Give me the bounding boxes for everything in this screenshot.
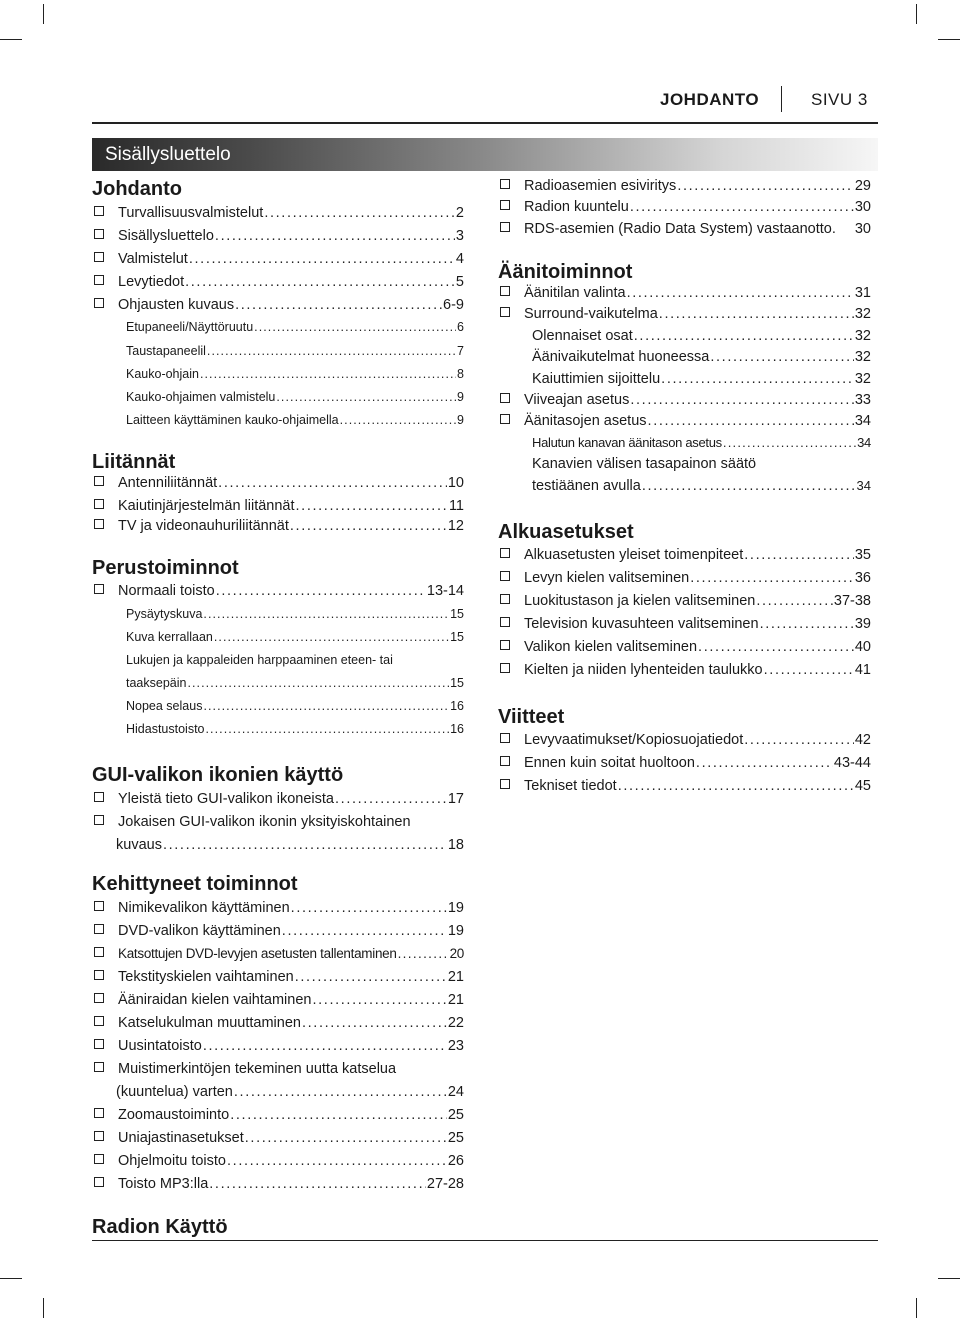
crop-mark <box>0 39 22 40</box>
checkbox-icon <box>94 947 104 957</box>
toc-entry[interactable]: Ennen kuin soitat huoltoon . . . 43-44 <box>498 755 871 777</box>
toc-entry[interactable]: Viiveajan asetus . . . 33 <box>498 392 871 414</box>
toc-subentry[interactable]: Kanavien välisen tasapainon säätö <box>532 456 757 472</box>
section-title: Liitännät <box>92 451 176 473</box>
checkbox-icon <box>94 275 104 285</box>
toc-entry[interactable]: Yleistä tieto GUI-valikon ikoneista . . . 17 <box>92 791 464 813</box>
toc-entry[interactable]: Valmistelut . . . 4 <box>92 251 464 273</box>
checkbox-icon <box>500 548 510 558</box>
toc-entry[interactable]: Sisällysluettelo . . . 3 <box>92 228 464 250</box>
toc-subentry[interactable]: Lukujen ja kappaleiden harppaaminen eteen- tai <box>126 653 393 667</box>
toc-entry[interactable]: Television kuvasuhteen valitseminen . . . 39 <box>498 616 871 638</box>
checkbox-icon <box>500 640 510 650</box>
section-title: Kehittyneet toiminnot <box>92 873 298 895</box>
toc-right-column <box>498 0 871 1322</box>
toc-entry[interactable]: DVD-valikon käyttäminen . . . 19 <box>92 923 464 945</box>
checkbox-icon <box>94 1062 104 1072</box>
checkbox-icon <box>500 756 510 766</box>
toc-entry[interactable]: Tekstityskielen vaihtaminen . . . 21 <box>92 969 464 991</box>
toc-subentry[interactable]: Kauko-ohjaimen valmistelu . . . 9 <box>92 390 464 412</box>
checkbox-icon <box>94 993 104 1003</box>
checkbox-icon <box>500 393 510 403</box>
checkbox-icon <box>500 617 510 627</box>
toc-entry[interactable]: Toisto MP3:lla . . . 27-28 <box>92 1176 464 1198</box>
header-section: JOHDANTO <box>660 90 760 109</box>
toc-entry[interactable]: Ohjausten kuvaus . . . 6-9 <box>92 297 464 319</box>
toc-subentry[interactable]: Olennaiset osat . . . 32 <box>498 328 871 350</box>
toc-subentry[interactable]: Etupaneeli/Näyttöruutu . . . 6 <box>92 320 464 342</box>
checkbox-icon <box>94 476 104 486</box>
toc-entry[interactable]: Nimikevalikon käyttäminen . . . 19 <box>92 900 464 922</box>
toc-entry[interactable]: Radioasemien esiviritys . . . 29 <box>498 178 871 200</box>
section-title: Perustoiminnot <box>92 557 239 579</box>
checkbox-icon <box>94 970 104 980</box>
toc-entry[interactable]: Levytiedot . . . 5 <box>92 274 464 296</box>
header-page: SIVU 3 <box>811 90 868 109</box>
toc-entry-continuation[interactable]: kuvaus . . . 18 <box>92 837 464 859</box>
toc-subentry[interactable]: Laitteen käyttäminen kauko-ohjaimella . . . 9 <box>92 413 464 435</box>
toc-entry[interactable]: Äänitilan valinta . . . 31 <box>498 285 871 307</box>
toc-subentry[interactable]: Hidastustoisto . . . 16 <box>92 722 464 744</box>
checkbox-icon <box>94 206 104 216</box>
bottom-rule <box>92 1240 878 1241</box>
checkbox-icon <box>500 594 510 604</box>
checkbox-icon <box>500 286 510 296</box>
checkbox-icon <box>94 229 104 239</box>
checkbox-icon <box>500 200 510 210</box>
toc-entry[interactable]: Levyvaatimukset/Kopiosuojatiedot . . . 42 <box>498 732 871 754</box>
toc-entry[interactable]: Normaali toisto . . . 13-14 <box>92 583 464 605</box>
toc-entry[interactable]: Kielten ja niiden lyhenteiden taulukko . . . 41 <box>498 662 871 684</box>
toc-subentry[interactable]: taaksepäin . . . 15 <box>92 676 464 698</box>
toc-entry[interactable]: Kaiutinjärjestelmän liitännät . . . 11 <box>92 498 464 520</box>
checkbox-icon <box>94 792 104 802</box>
toc-subentry[interactable]: Taustapaneelil . . . 7 <box>92 344 464 366</box>
toc-entry[interactable]: Äänitasojen asetus . . . 34 <box>498 413 871 435</box>
checkbox-icon <box>500 222 510 232</box>
toc-entry[interactable]: Surround-vaikutelma . . . 32 <box>498 306 871 328</box>
crop-mark <box>938 1278 960 1279</box>
toc-subentry[interactable]: Nopea selaus . . . 16 <box>92 699 464 721</box>
checkbox-icon <box>500 179 510 189</box>
section-title: Alkuasetukset <box>498 521 634 543</box>
toc-subentry[interactable]: Kauko-ohjain . . . 8 <box>92 367 464 389</box>
toc-left-column <box>92 0 464 1322</box>
checkbox-icon <box>500 571 510 581</box>
toc-subentry[interactable]: Pysäytyskuva . . . 15 <box>92 607 464 629</box>
checkbox-icon <box>94 584 104 594</box>
toc-subentry[interactable]: Kuva kerrallaan . . . 15 <box>92 630 464 652</box>
crop-mark <box>0 1278 22 1279</box>
crop-mark <box>43 1298 44 1318</box>
toc-entry[interactable]: Luokitustason ja kielen valitseminen . . . 37-38 <box>498 593 871 615</box>
checkbox-icon <box>94 901 104 911</box>
checkbox-icon <box>94 1016 104 1026</box>
checkbox-icon <box>94 298 104 308</box>
crop-mark <box>916 4 917 24</box>
toc-entry[interactable]: Zoomaustoiminto . . . 25 <box>92 1107 464 1129</box>
checkbox-icon <box>94 1154 104 1164</box>
checkbox-icon <box>94 252 104 262</box>
toc-entry[interactable]: Uusintatoisto . . . 23 <box>92 1038 464 1060</box>
toc-subentry[interactable]: Kaiuttimien sijoittelu . . . 32 <box>498 371 871 393</box>
toc-entry[interactable]: Tekniset tiedot . . . 45 <box>498 778 871 800</box>
checkbox-icon <box>94 815 104 825</box>
toc-entry[interactable]: Muistimerkintöjen tekeminen uutta katselua <box>92 1061 464 1083</box>
toc-entry[interactable]: Levyn kielen valitseminen . . . 36 <box>498 570 871 592</box>
checkbox-icon <box>94 519 104 529</box>
checkbox-icon <box>94 1177 104 1187</box>
toc-subentry[interactable]: testiäänen avulla . . . 34 <box>498 478 871 500</box>
section-title: Radion Käyttö <box>92 1216 228 1238</box>
toc-entry[interactable]: Ohjelmoitu toisto . . . 26 <box>92 1153 464 1175</box>
toc-entry-continuation[interactable]: (kuuntelua) varten . . . 24 <box>92 1084 464 1106</box>
toc-entry[interactable]: Alkuasetusten yleiset toimenpiteet . . . 35 <box>498 547 871 569</box>
toc-entry[interactable]: RDS-asemien (Radio Data System) vastaanotto. 30 <box>498 221 871 243</box>
crop-mark <box>916 1298 917 1318</box>
checkbox-icon <box>500 307 510 317</box>
checkbox-icon <box>94 924 104 934</box>
section-title: Johdanto <box>92 178 182 200</box>
section-title: GUI-valikon ikonien käyttö <box>92 764 344 786</box>
toc-entry[interactable]: Katselukulman muuttaminen . . . 22 <box>92 1015 464 1037</box>
toc-entry[interactable]: Turvallisuusvalmistelut . . . 2 <box>92 205 464 227</box>
toc-entry[interactable]: Uniajastinasetukset . . . 25 <box>92 1130 464 1152</box>
toc-entry[interactable]: Valikon kielen valitseminen . . . 40 <box>498 639 871 661</box>
checkbox-icon <box>500 779 510 789</box>
checkbox-icon <box>94 1039 104 1049</box>
toc-entry[interactable]: Radion kuuntelu . . . 30 <box>498 199 871 221</box>
toc-entry[interactable]: Katsottujen DVD-levyjen asetusten tallentaminen . . . 20 <box>92 946 464 968</box>
toc-subentry[interactable]: Äänivaikutelmat huoneessa . . . 32 <box>498 349 871 371</box>
checkbox-icon <box>94 499 104 509</box>
checkbox-icon <box>500 733 510 743</box>
checkbox-icon <box>94 1108 104 1118</box>
section-title: Äänitoiminnot <box>498 261 633 283</box>
crop-mark <box>43 4 44 24</box>
toc-entry[interactable]: Ääniraidan kielen vaihtaminen . . . 21 <box>92 992 464 1014</box>
checkbox-icon <box>500 663 510 673</box>
toc-entry[interactable]: TV ja videonauhuriliitännät . . . 12 <box>92 518 464 540</box>
toc-entry[interactable]: Jokaisen GUI-valikon ikonin yksityiskohtainen <box>92 814 464 836</box>
toc-title: Sisällysluettelo <box>105 144 231 165</box>
section-title: Viitteet <box>498 706 565 728</box>
toc-entry[interactable]: Antenniliitännät . . . 10 <box>92 475 464 497</box>
crop-mark <box>938 39 960 40</box>
checkbox-icon <box>500 414 510 424</box>
checkbox-icon <box>94 1131 104 1141</box>
toc-subentry[interactable]: Halutun kanavan äänitason asetus . . . 34 <box>498 435 871 457</box>
